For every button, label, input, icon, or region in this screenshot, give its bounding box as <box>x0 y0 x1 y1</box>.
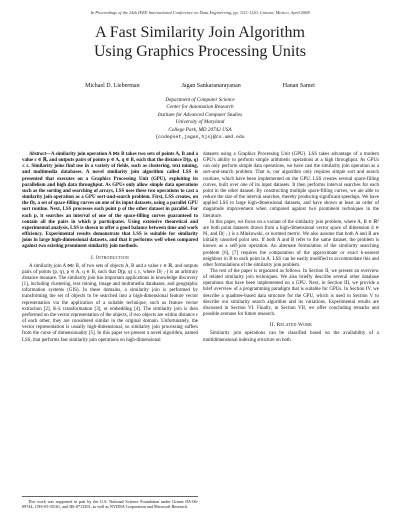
affiliation-line: College Park, MD 20742 USA <box>168 126 232 133</box>
right-column <box>203 152 379 344</box>
body-paragraph: datasets using a Graphics Processing Unit (GPU). LSS takes advantage of a modern GPU's ability to perform simple arithmetic operations at a high throughput. As GPUs can only perform simple data operations, we have cast the similarity join operation as a sort-and-search problem. That is, our algorithm only requires simple sort and search routines, which have been implemented on the GPU. LSS creates several space-filling curves, built over one of its input datasets. It then performs interval searches for each point in the other dataset. By constructing multiple space-filling curves, we are able to reduce the size of the interval searches, thereby producing significant speedups. We have applied LSS to large high-dimensional datasets, and have shown at least an order of magnitude improvement when compared against two prominent techniques in the literature. <box>203 152 379 219</box>
author-list <box>0 83 400 89</box>
affiliation-line: Center for Automation Research <box>166 104 234 111</box>
abstract <box>22 152 198 251</box>
affiliation-line: Department of Computer Science <box>165 97 235 103</box>
body-paragraph: Similarity join operations can be classified based on the availability of a multidimensional indexing structure on both <box>203 331 379 343</box>
abstract-text: —A similarity join operation A ⋈ε B takes two sets of points A, B and a value ε ∈ ℝ, and outputs pairs of points p ∈ A, q ∈ B, such that the distance D(p, q) ≤ ε. Similarity joins find use in a variety of fields, such as clustering, text mining, and multimedia databases. A novel similarity join algorithm called LSS is presented that executes on a Graphics Processing Unit (GPU), exploiting its parallelism and high data throughput. As GPUs only allow simple data operations such as the sorting and searching of arrays, LSS uses these two operations to cast a similarity join operation as a GPU sort-and-search problem. First, LSS creates, on the fly, a set of space-filling curves on one of its input datasets, using a parallel GPU sort routine. Next, LSS processes each point p of the other dataset in parallel. For each p, it searches an interval of one of the space-filling curves guaranteed to contain all the pairs in which p participates. Using extensive theoretical and experimental analysis, LSS is shown to offer a good balance between time and work efficiency. Experimental results demonstrate that LSS is suitable for similarity joins in large high-dimensional datasets, and that it performs well when compared against two existing prominent similarity join methods. <box>22 152 198 250</box>
title-line-1: A Fast Similarity Join Algorithm <box>95 24 305 41</box>
author-name: Jagan Sankaranarayanan <box>181 83 241 89</box>
title-line-2: Using Graphics Processing Units <box>94 43 306 60</box>
paper-title <box>20 23 380 61</box>
funding-footnote: This work was supported in part by the U.S. National Science Foundation under Grants IIA-06-09744, CNS-05-35161, and IIS-0713501, as well as NVIDIA Corporation and Microsoft Research. <box>22 496 198 510</box>
section-heading-introduction: I. Introduction <box>91 254 129 261</box>
affiliation-line: Institute for Advanced Computer Studies <box>157 111 243 118</box>
author-email: {codepoet,jagan,hjs}@cs.umd.edu <box>155 135 245 141</box>
affiliation-block <box>100 97 300 141</box>
conference-header: In Proceedings of the 24th IEEE International Conference on Data Engineering, pp. 1111-1120, Cancun, Mexico, April 2008 <box>90 10 310 15</box>
left-column <box>22 152 198 344</box>
body-paragraph: In this paper, we focus on a variant of the similarity join problem, where A, B ∈ ℝᵈ are both point datasets drawn from a high-dimensional vector space of dimension d ∈ ℕ, and D(·,·) is a Minkowski, or normed metric. We also assume that both A and B are initially unsorted point sets. If both A and B refer to the same dataset, the problem is known as a self-join operation. An alternate formulation of the similarity searching problem [6], [7] requires the computation of the approximate or exact k-nearest neighbors in B to each point in A. LSS can be easily modified to accommodate this and other formulations of the similarity join problem. <box>203 219 379 268</box>
author-name: Michael D. Lieberman <box>85 83 140 89</box>
affiliation-line: University of Maryland <box>175 119 225 126</box>
section-heading-related-work: II. Related Work <box>269 322 313 329</box>
abstract-label: Abstract <box>29 152 47 157</box>
intro-paragraph: A similarity join A ⋈ε B, of two sets of objects A, B and a value ε ∈ ℝ, and outputs pairs of points (p, q), p ∈ A, q ∈ B, such that D(p, q) ≤ ε, where D(·,·) is an arbitrary distance measure. The similarity join has important applications in knowledge discovery [1], including clustering, text mining, image and multimedia databases, and geographic information systems (GIS). In these domains, a similarity join is performed by transforming the set of objects to be searched into a high-dimensional feature vector representation via the application of a suitable technique, such as feature vector extraction [2], K-L transformation [3], or embedding [4]. The similarity join is then performed on the vector representation of the objects, if two objects are within distance ε of each other, they are considered similar in the original domain. Unfortunately, the vector representation is usually high-dimensional, so similarity join processing suffers from the curse of dimensionality [5]. In this paper we present a novel algorithm, named LSS, that performs fast similarity join operations on high-dimensional <box>22 263 198 343</box>
body-paragraph: The rest of the paper is organized as follows. In Section II, we present an overview of related similarity join techniques. We also briefly describe several other database operations that have been implemented on a GPU. Next, in Section III, we provide a brief overview of a programming paradigm that is suitable for GPUs. In Section IV, we describe a quadtree-based data structure for the GPU, which is used in Section V to describe our similarity search algorithm and its variations. Experimental results are discussed in Section VI. Finally, in Section VII, we offer concluding remarks and possible avenues for future research. <box>203 268 379 318</box>
author-name: Hanan Samet <box>282 83 315 89</box>
